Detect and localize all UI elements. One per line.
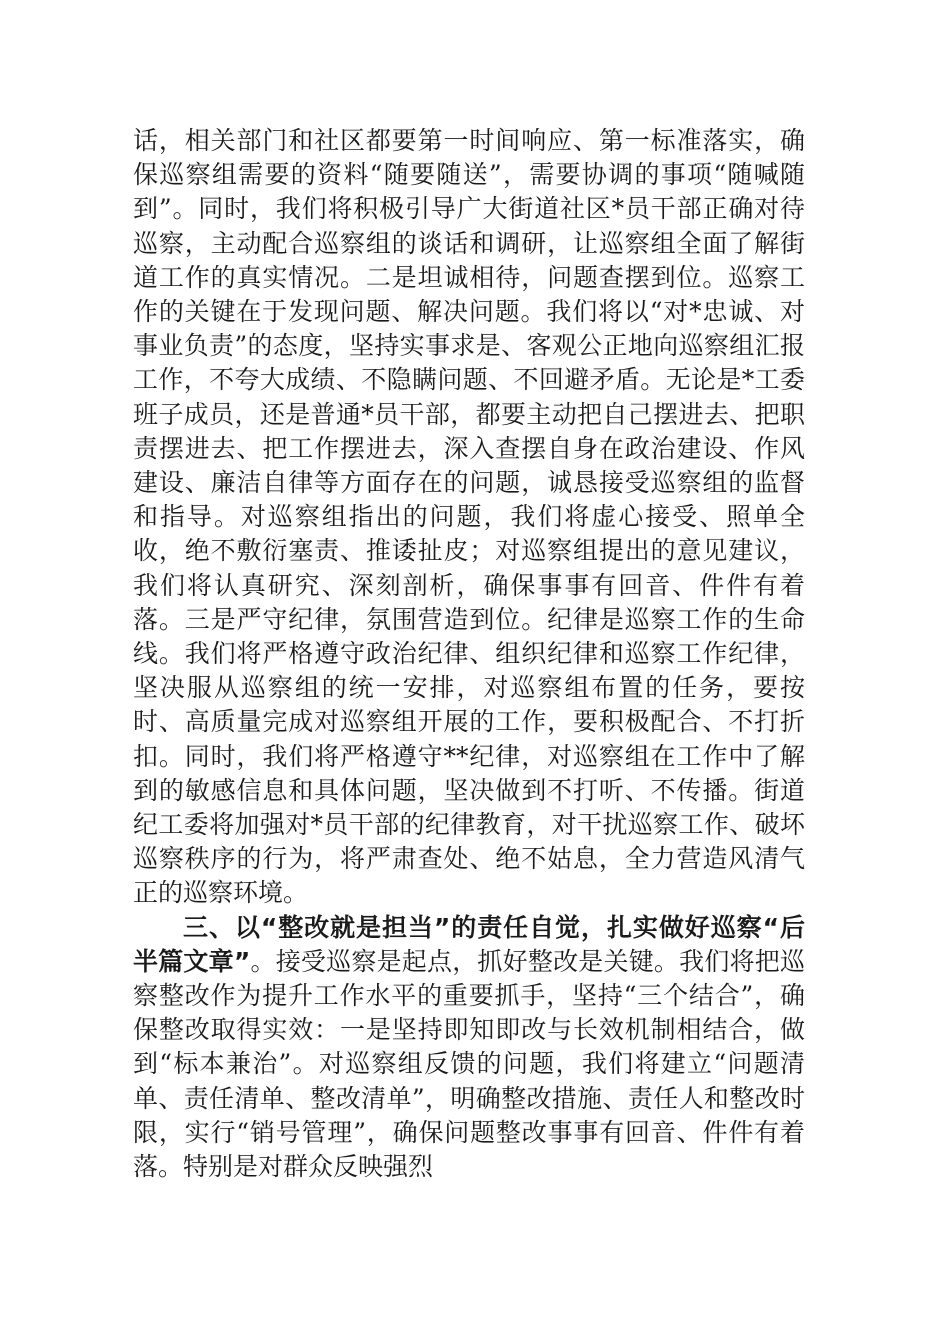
body-paragraph: 话，相关部门和社区都要第一时间响应、第一标准落实，确保巡察组需要的资料“随要随送”，需要协调的事项“随喊随到”。同时，我们将积极引导广大街道社区*员干部正确对待巡察，主动配合巡察组的谈话和调研，让巡察组全面了解街道工作的真实情况。二是坦诚相待，问题查摆到位。巡察工作的关键在于发现问题、解决问题。我们将以“对*忠诚、对事业负责”的态度，坚持实事求是、客观公正地向巡察组汇报工作，不夸大成绩、不隐瞒问题、不回避矛盾。无论是*工委班子成员，还是普通*员干部，都要主动把自己摆进去、把职责摆进去、把工作摆进去，深入查摆自身在政治建设、作风建设、廉洁自律等方面存在的问题，诚恳接受巡察组的监督和指导。对巡察组指出的问题，我们将虚心接受、照单全收，绝不敷衍塞责、推诿扯皮；对巡察组提出的意见建议，我们将认真研究、深刻剖析，确保事事有回音、件件有着落。三是严守纪律，氛围营造到位。纪律是巡察工作的生命线。我们将严格遵守政治纪律、组织纪律和巡察工作纪律，坚决服从巡察组的统一安排，对巡察组布置的任务，要按时、高质量完成对巡察组开展的工作，要积极配合、不打折扣。同时，我们将严格遵守**纪律，对巡察组在工作中了解到的敏感信息和具体问题，坚决做到不打听、不传播。街道纪工委将加强对*员干部的纪律教育，对干扰巡察工作、破坏巡察秩序的行为，将严肃查处、绝不姑息，全力营造风清气正的巡察环境。 bbox=[133, 126, 805, 908]
document-page bbox=[133, 124, 805, 1184]
section-heading: 三、以“整改就是担当”的责任自觉，扎实做好巡察“后半篇文章” bbox=[133, 912, 805, 976]
section-body: 。接受巡察是起点，抓好整改是关键。我们将把巡察整改作为提升工作水平的重要抓手，坚持“三个结合”，确保整改取得实效：一是坚持即知即改与长效机制相结合，做到“标本兼治”。对巡察组反馈的问题，我们将建立“问题清单、责任清单、整改清单”，明确整改措施、责任人和整改时限，实行“销号管理”，确保问题整改事事有回音、件件有着落。特别是对群众反映强烈 bbox=[133, 946, 805, 1182]
section-paragraph bbox=[133, 911, 805, 1185]
